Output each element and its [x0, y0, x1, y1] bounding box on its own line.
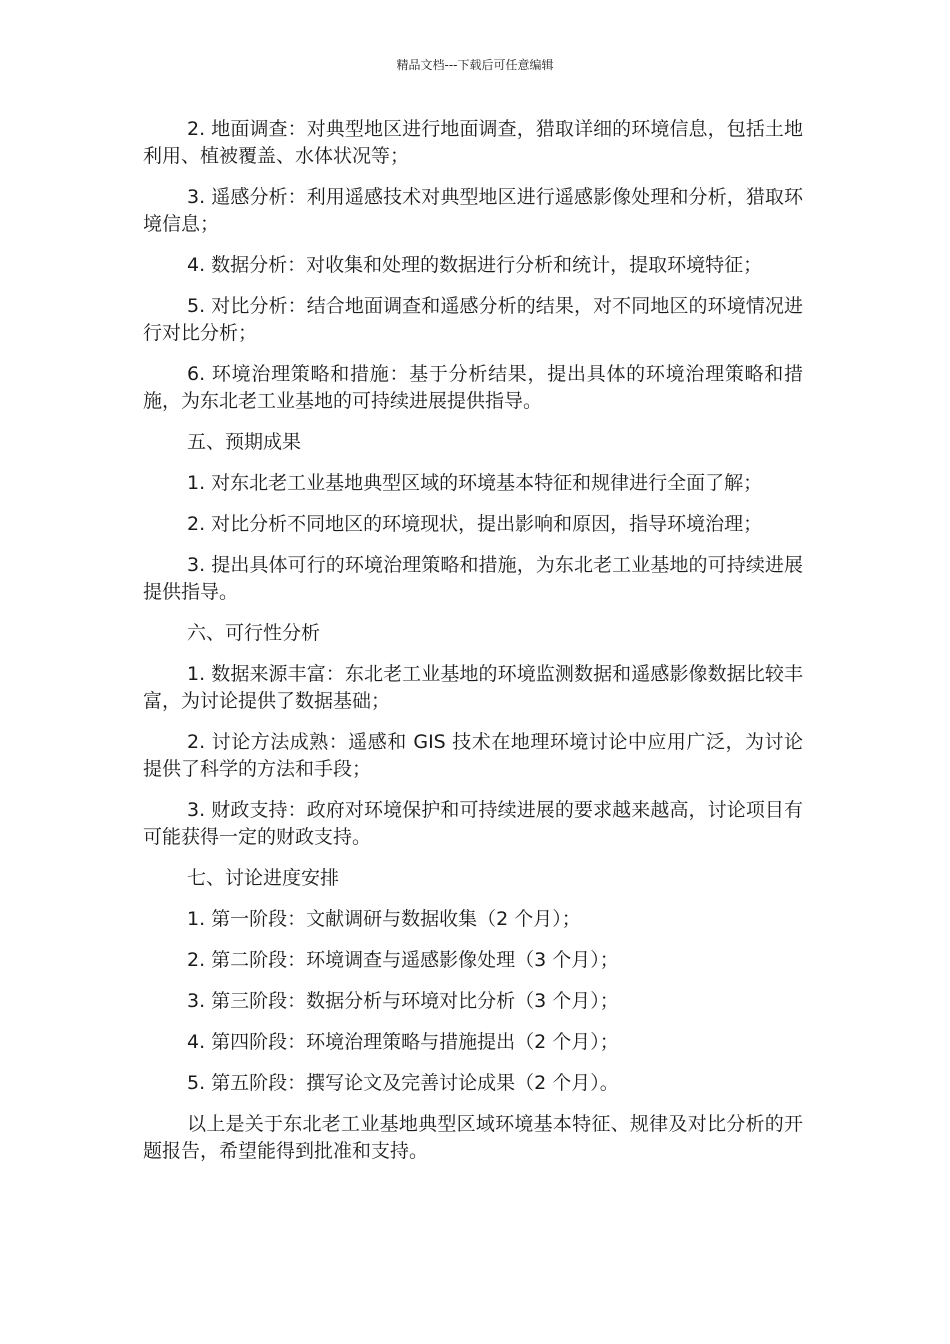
page-header: 精品文档---下载后可任意编辑	[396, 58, 554, 72]
paragraph-feasibility-1: 1. 数据来源丰富：东北老工业基地的环境监测数据和遥感影像数据比较丰富，为讨论提供了数据基础；	[143, 663, 803, 712]
paragraph-expected-result-3: 3. 提出具体可行的环境治理策略和措施，为东北老工业基地的可持续进展提供指导。	[143, 554, 803, 603]
paragraph-schedule-stage-4: 4. 第四阶段：环境治理策略与措施提出（2 个月）；	[187, 1031, 619, 1053]
paragraph-schedule-stage-3: 3. 第三阶段：数据分析与环境对比分析（3 个月）；	[187, 990, 619, 1012]
paragraph-expected-result-2: 2. 对比分析不同地区的环境现状，提出影响和原因，指导环境治理；	[187, 513, 763, 535]
section-heading-schedule: 七、讨论进度安排	[187, 867, 340, 889]
paragraph-comparative-analysis: 5. 对比分析：结合地面调查和遥感分析的结果，对不同地区的环境情况进行对比分析；	[143, 295, 803, 344]
section-heading-feasibility: 六、可行性分析	[187, 622, 321, 644]
section-heading-expected-results: 五、预期成果	[187, 431, 302, 453]
paragraph-expected-result-1: 1. 对东北老工业基地典型区域的环境基本特征和规律进行全面了解；	[187, 472, 763, 494]
paragraph-schedule-stage-5: 5. 第五阶段：撰写论文及完善讨论成果（2 个月）。	[187, 1072, 619, 1094]
paragraph-ground-survey: 2. 地面调查：对典型地区进行地面调查，猎取详细的环境信息，包括土地利用、植被覆盖、水体状况等；	[143, 118, 803, 167]
paragraph-schedule-stage-1: 1. 第一阶段：文献调研与数据收集（2 个月）；	[187, 908, 581, 930]
paragraph-conclusion: 以上是关于东北老工业基地典型区域环境基本特征、规律及对比分析的开题报告，希望能得到批准和支持。	[143, 1113, 803, 1162]
paragraph-feasibility-3: 3. 财政支持：政府对环境保护和可持续进展的要求越来越高，讨论项目有可能获得一定的财政支持。	[143, 799, 803, 848]
paragraph-remote-sensing-analysis: 3. 遥感分析：利用遥感技术对典型地区进行遥感影像处理和分析，猎取环境信息；	[143, 186, 803, 235]
paragraph-governance-measures: 6. 环境治理策略和措施：基于分析结果，提出具体的环境治理策略和措施，为东北老工业基地的可持续进展提供指导。	[143, 363, 803, 412]
document-body	[143, 116, 803, 1179]
paragraph-data-analysis: 4. 数据分析：对收集和处理的数据进行分析和统计，提取环境特征；	[187, 254, 763, 276]
paragraph-schedule-stage-2: 2. 第二阶段：环境调查与遥感影像处理（3 个月）；	[187, 949, 619, 971]
paragraph-feasibility-2: 2. 讨论方法成熟：遥感和 GIS 技术在地理环境讨论中应用广泛，为讨论提供了科学的方法和手段；	[143, 731, 803, 780]
